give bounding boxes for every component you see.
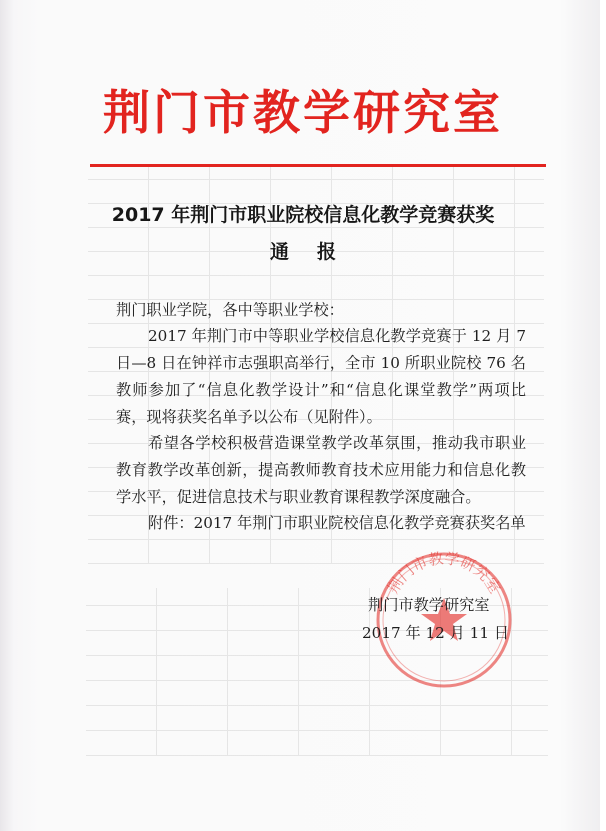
salutation: 荆门职业学院，各中等职业学校：: [116, 301, 344, 319]
letterhead-title: 荆门市教学研究室: [103, 86, 503, 141]
seal-text: 荆门市教学研究室: [384, 549, 504, 597]
paragraph-attachment: 附件：2017 年荆门市职业院校信息化教学竞赛获奖名单: [148, 514, 526, 532]
notice-title-line2: 通报: [269, 241, 364, 263]
paragraph-expectation: 希望各学校积极营造课堂教学改革氛围，推动我市职业教育教学改革创新，提高教师教育技术应用能力和信息化教学水平，促进信息技术与职业教育课程教学深度融合。: [116, 434, 526, 506]
signature-date: 2017 年 12 月 11 日: [362, 624, 510, 642]
paragraph-announcement: 2017 年荆门市中等职业学校信息化教学竞赛于 12 月 7 日—8 日在钟祥市志强职高举行，全市 10 所职业院校 76 名教师参加了“信息化教学设计”和“信息化课堂教学”两项比赛，现将获奖名单予以公布（见附件）。: [116, 327, 526, 426]
signature-org: 荆门市教学研究室: [368, 596, 490, 614]
notice-title-line1: 2017 年荆门市职业院校信息化教学竞赛获奖: [111, 204, 495, 226]
letterhead-rule: [90, 164, 546, 167]
